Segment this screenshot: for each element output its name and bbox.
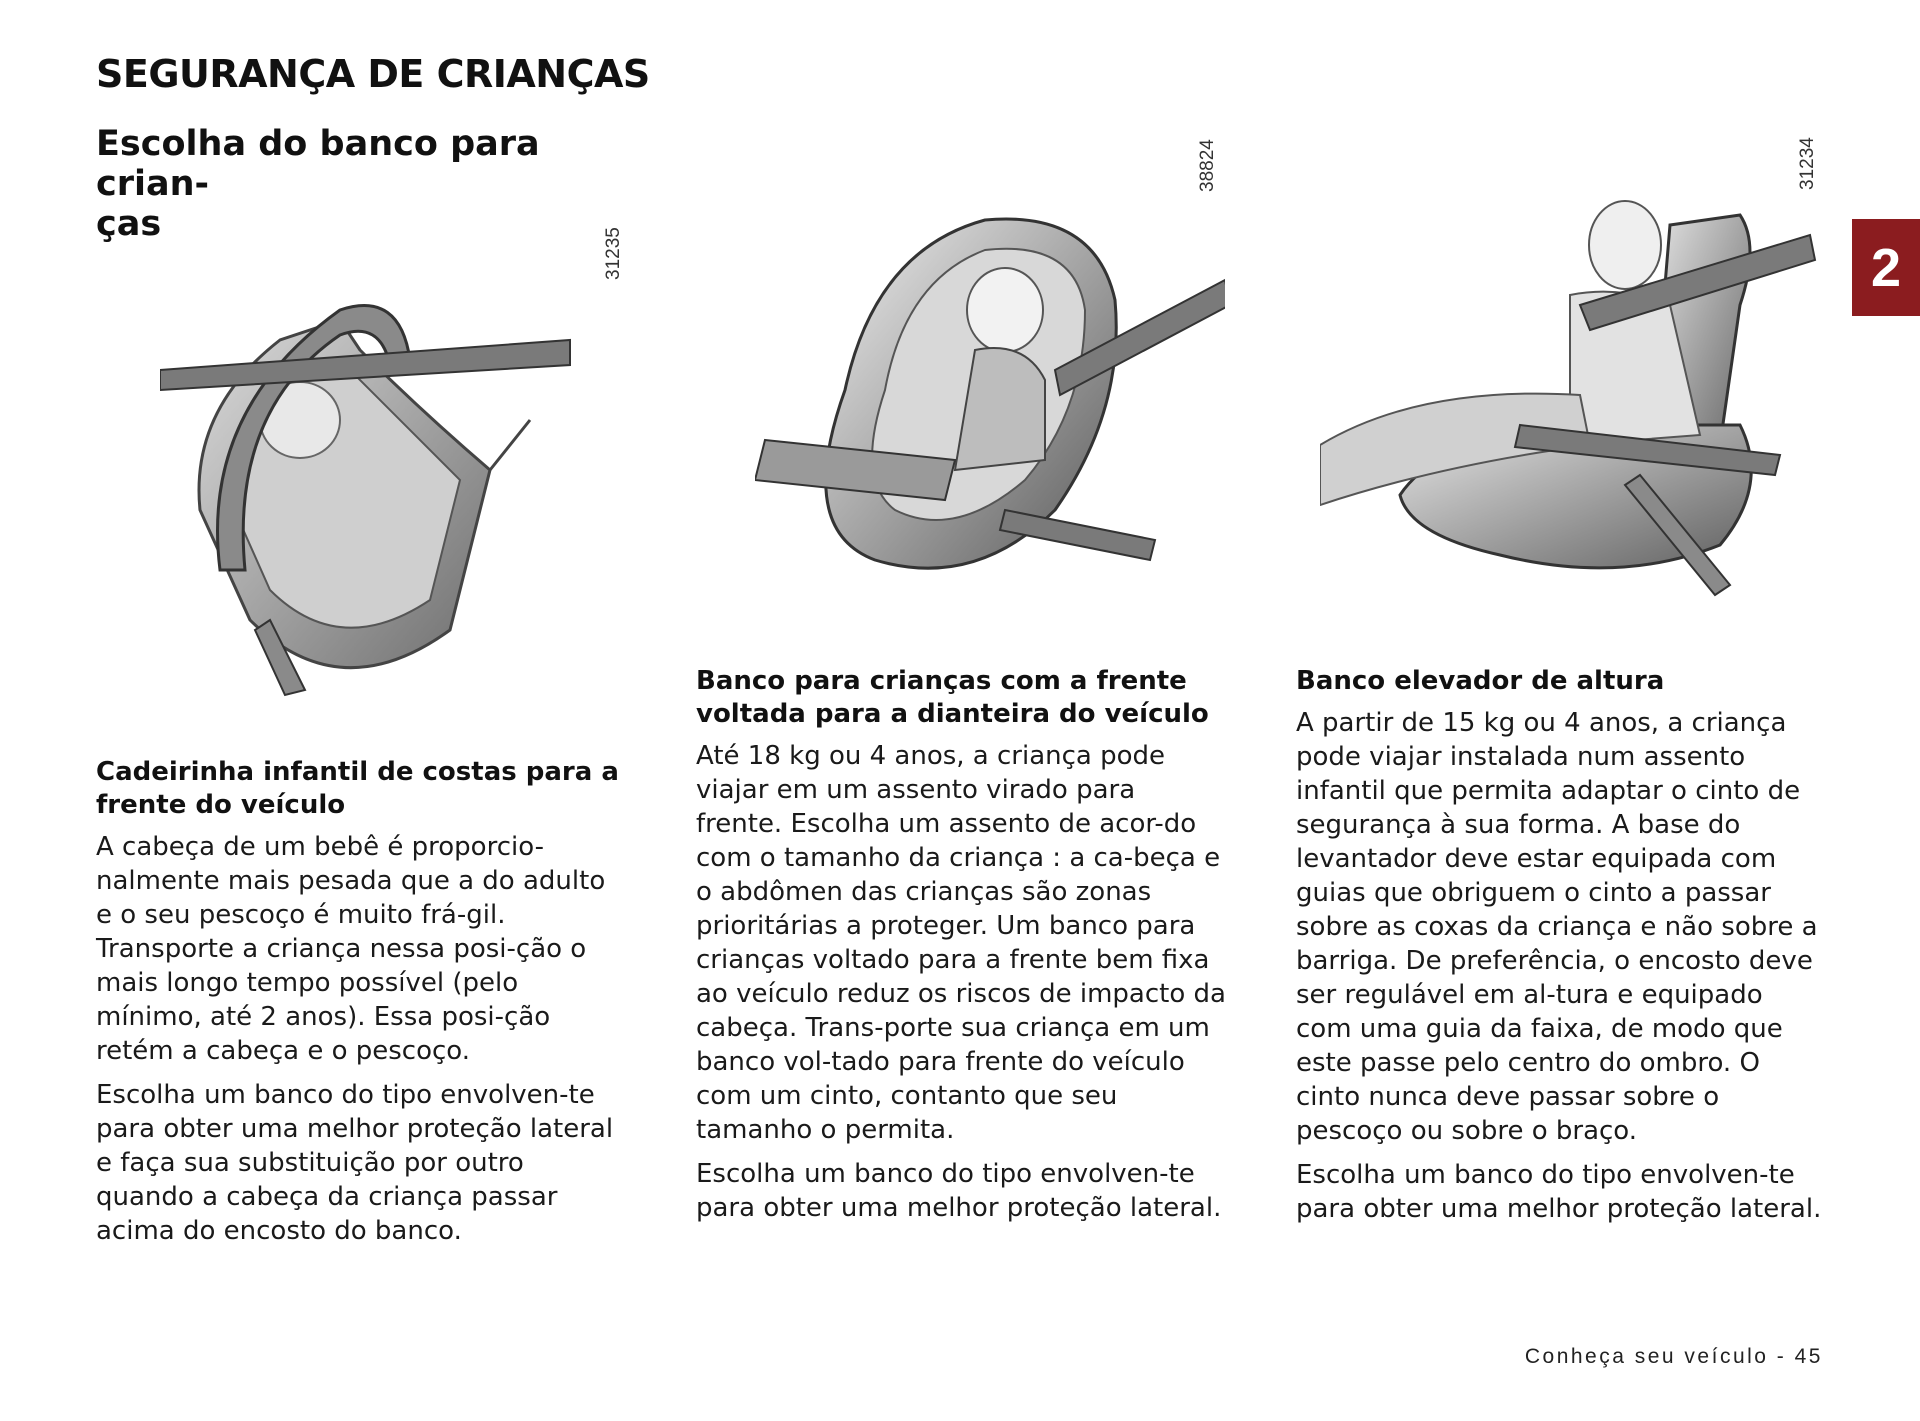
- column-heading: Banco para crianças com a frente voltada para a dianteira do veículo: [696, 666, 1209, 729]
- paragraph: Escolha um banco do tipo envolven-te para obter uma melhor proteção lateral.: [696, 1159, 1222, 1223]
- chapter-tab: 2: [1852, 219, 1920, 316]
- paragraph: A cabeça de um bebê é proporcio-nalmente mais pesada que a do adulto e o seu pescoço é muito frá-gil. Transporte a criança nessa posi-ção o mais longo tempo possível (pelo mínimo, até 2 anos). Essa posi-ção retém a cabeça e o pescoço.: [96, 832, 606, 1066]
- booster-seat-illustration: [1320, 185, 1820, 605]
- column-booster: [1296, 665, 1826, 1236]
- figure-ref-2: 38824: [1197, 139, 1218, 192]
- paragraph: Escolha um banco do tipo envolven-te para obter uma melhor proteção lateral.: [1296, 1160, 1822, 1224]
- column-forward-facing: [696, 665, 1226, 1235]
- paragraph: Escolha um banco do tipo envolven-te para obter uma melhor proteção lateral e faça sua substituição por outro quando a cabeça da criança passar acima do encosto do banco.: [96, 1080, 614, 1246]
- subsection-title: [96, 124, 636, 244]
- figure-ref-3: 31234: [1797, 137, 1818, 190]
- page-footer: Conheça seu veículo - 45: [1524, 1345, 1823, 1368]
- subsection-title-text: Escolha do banco para crian- ças: [96, 124, 540, 244]
- column-rear-facing: [96, 756, 626, 1258]
- section-title: SEGURANÇA DE CRIANÇAS: [96, 52, 650, 96]
- column-heading: Banco elevador de altura: [1296, 666, 1665, 696]
- figure-ref-1: 31235: [603, 227, 624, 280]
- paragraph: A partir de 15 kg ou 4 anos, a criança pode viajar instalada num assento infantil que permita adaptar o cinto de segurança à sua forma. A base do levantador deve estar equipada com guias que obriguem o cinto a passar sobre as coxas da criança e não sobre a barriga. De preferência, o encosto deve ser regulável em al-tura e equipado com uma guia da faixa, de modo que este passe pelo centro do ombro. O cinto nunca deve passar sobre o pescoço ou sobre o braço.: [1296, 708, 1818, 1146]
- paragraph: Até 18 kg ou 4 anos, a criança pode viajar em um assento virado para frente. Escolha um assento de acor-do com o tamanho da criança : a ca-beça e o abdômen das crianças são zonas prioritárias a proteger. Um banco para crianças voltado para a frente bem fixa ao veículo reduz os riscos de impacto da cabeça. Trans-porte sua criança em um banco vol-tado para frente do veículo com um cinto, contanto que seu tamanho o permita.: [696, 741, 1226, 1145]
- forward-facing-seat-illustration: [755, 210, 1225, 590]
- column-heading: Cadeirinha infantil de costas para a frente do veículo: [96, 757, 619, 820]
- infant-carrier-illustration: [160, 290, 580, 710]
